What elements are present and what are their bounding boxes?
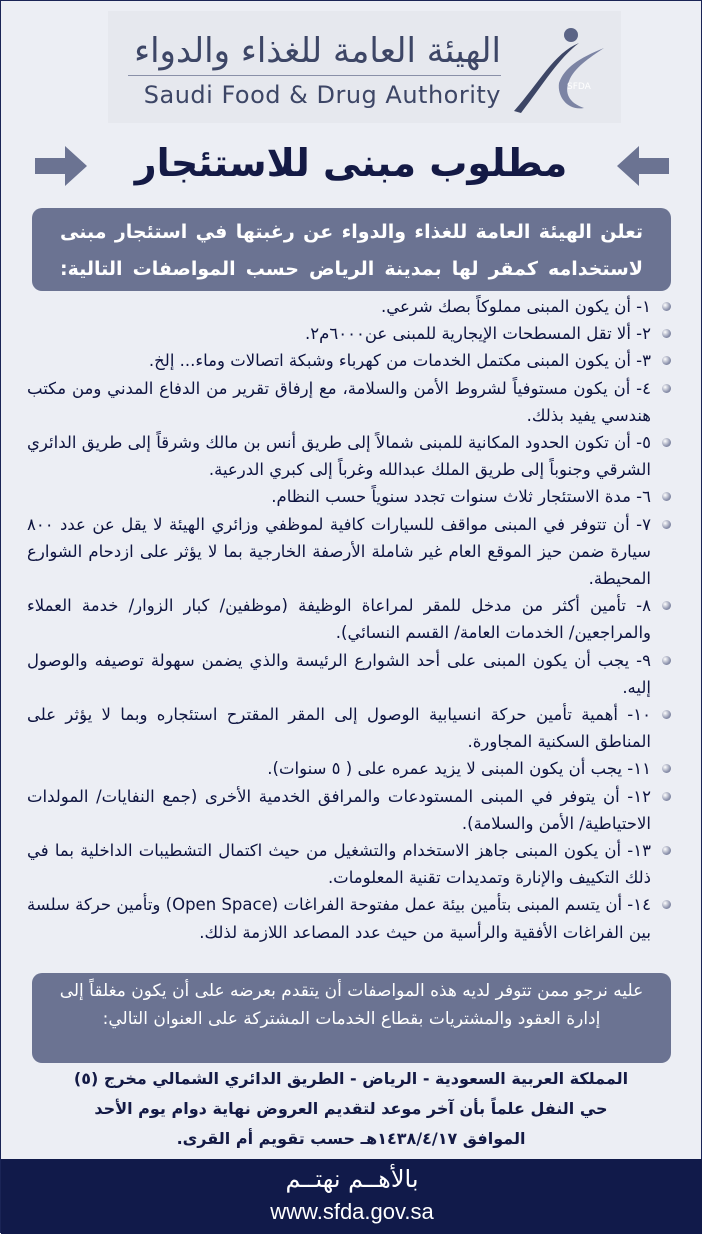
date-line: الموافق ١٤٣٨/٤/١٧هـ حسب تقويم أم القرى. [176,1129,526,1148]
closing-text: عليه نرجو ممن تتوفر لديه هذه المواصفات أن يتقدم بعرضه على أن يكون مغلقاً إلى إدارة العقود والمشتريات بقطاع الخدمات المشتركة على العنوان التالي: [32,973,671,1063]
bullet-icon [662,329,671,338]
page-title: مطلوب مبنى للاستئجار [134,141,568,185]
bullet-icon [662,656,671,665]
bullet-icon [662,710,671,719]
bullet-icon [662,438,671,447]
list-item: ٨- تأمين أكثر من مدخل للمقر لمراعاة الوظيفة (موظفين/ كبار الزوار/ خدمة العملاء والمراجعين/ الخدمات العامة/ القسم النسائي). [27,592,671,646]
bullet-icon [662,302,671,311]
footer [1,1159,702,1234]
bullet-icon [662,764,671,773]
list-item: ٥- أن تكون الحدود المكانية للمبنى شمالاً إلى طريق أنس بن مالك وشرقاً إلى طريق الدائري الشرقي وجنوباً إلى طريق الملك عبدالله وغرباً إلى كبري الدرعية. [27,429,671,483]
intro-text: تعلن الهيئة العامة للغذاء والدواء عن رغبتها في استئجار مبنى لاستخدامه كمقر لها بمدينة الرياض حسب المواصفات التالية: [32,208,671,291]
bullet-icon [662,520,671,529]
logo-english-name: Saudi Food & Drug Authority [143,81,501,109]
website-link[interactable]: www.sfda.gov.sa [270,1199,434,1224]
footer-slogan: بالأهــم نهتــم [285,1165,419,1193]
logo-divider [128,75,501,76]
svg-text:SFDA: SFDA [567,82,591,92]
list-item: ١٢- أن يتوفر في المبنى المستودعات والمرافق الخدمية الأخرى (جمع النفايات/ المولدات الاحتياطية/ الأمن والسلامة). [27,783,671,837]
list-item: ١٠- أهمية تأمين حركة انسيابية الوصول إلى المقر المقترح استئجاره وبما لا يؤثر على المناطق السكنية المجاورة. [27,701,671,755]
bullet-icon [662,900,671,909]
list-item: ١١- يجب أن يكون المبنى لا يزيد عمره على ( ٥ سنوات). [27,755,671,782]
specifications-list [27,293,671,946]
bullet-icon [662,384,671,393]
deadline-line: حي النفل علماً بأن آخر موعد لتقديم العروض نهاية دوام يوم الأحد [94,1099,608,1118]
list-item: ٢- ألا تقل المسطحات الإيجارية للمبنى عن٦٠٠٠م٢. [27,320,671,347]
list-item: ١٤- أن يتسم المبنى بتأمين بيئة عمل مفتوحة الفراغات (Open Space) وتأمين حركة سلسة بين الفراغات الأفقية والرأسية من حيث عدد المصاعد اللازمة لذلك. [27,891,671,945]
arrow-right-icon [35,146,87,186]
list-item: ١- أن يكون المبنى مملوكاً بصك شرعي. [27,293,671,320]
list-item: ٩- يجب أن يكون المبنى على أحد الشوارع الرئيسة والذي يضمن سهولة توصيفه والوصول إليه. [27,647,671,701]
list-item: ٧- أن تتوفر في المبنى مواقف للسيارات كافية لموظفي وزائري الهيئة لا يقل عن عدد ٨٠٠ سيارة ضمن حيز الموقع العام غير شاملة الأرصفة الخارجية بما لا يؤثر على ازدحام الشوارع المحيطة. [27,511,671,593]
bullet-icon [662,792,671,801]
bullet-icon [662,356,671,365]
sfda-logo-icon [509,23,609,118]
bullet-icon [662,492,671,501]
list-item: ١٣- أن يكون المبنى جاهز الاستخدام والتشغيل من حيث اكتمال التشطيبات الداخلية بما في ذلك التكييف والإنارة وتمديدات تقنية المعلومات. [27,837,671,891]
bullet-icon [662,601,671,610]
list-item: ٤- أن يكون مستوفياً لشروط الأمن والسلامة، مع إرفاق تقرير من الدفاع المدني ومن مكتب هندسي يفيد بذلك. [27,375,671,429]
logo-arabic-name: الهيئة العامة للغذاء والدواء [134,31,501,71]
list-item: ٣- أن يكون المبنى مكتمل الخدمات من كهرباء وشبكة اتصالات وماء... إلخ. [27,347,671,374]
list-item: ٦- مدة الاستئجار ثلاث سنوات تجدد سنوياً حسب النظام. [27,483,671,510]
address-line: المملكة العربية السعودية - الرياض - الطريق الدائري الشمالي مخرج (٥) [73,1069,629,1088]
arrow-left-icon [617,146,669,186]
logo-panel [108,11,621,123]
bullet-icon [662,846,671,855]
